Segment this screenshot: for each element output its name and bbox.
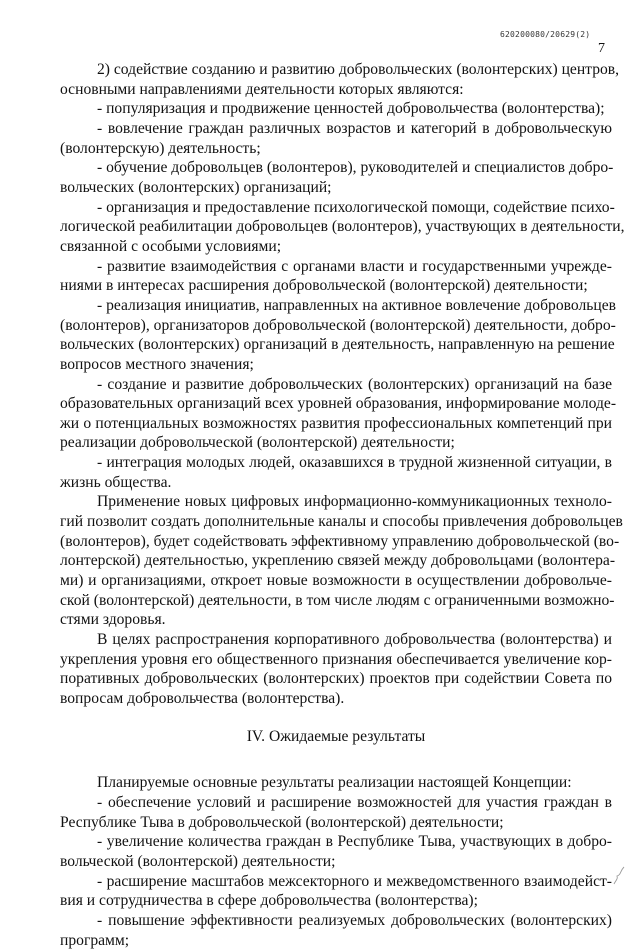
text-line: Планируемые основные результаты реализации настоящей Концепции:: [97, 774, 572, 792]
text-line: 2) содействие созданию и развитию добровольческих (волонтерских) центров,: [97, 61, 620, 78]
text-line: В целях распространения корпоративного добровольчества (волонтерства) и: [97, 631, 612, 649]
text-block-after-heading: [60, 773, 612, 950]
text-line: Применение новых цифровых информационно-коммуникационных техноло-: [97, 493, 612, 511]
text-line: реализации добровольческой (волонтерской) деятельности;: [60, 434, 455, 452]
text-line: - расширение масштабов межсекторного и межведомственного взаимодейст-: [97, 872, 612, 890]
text-line: - обеспечение условий и расширение возможностей для участия граждан в: [97, 793, 612, 811]
text-line: - реализация инициатив, направленных на активное вовлечение добровольцев: [97, 296, 616, 314]
text-line: ской (волонтерской) деятельности, в том числе людям с ограниченными возможно-: [60, 591, 615, 609]
text-line: жи о потенциальных возможностях развития профессиональных компетенций при: [60, 414, 612, 432]
text-line: вопросов местного значения;: [60, 355, 254, 373]
section-heading: IV. Ожидаемые результаты: [246, 727, 426, 745]
document-body: [60, 60, 625, 950]
text-line: - вовлечение граждан различных возрастов и категорий в добровольческую: [97, 119, 612, 137]
text-line: основными направлениями деятельности которых являются:: [60, 80, 464, 98]
text-line: поративных добровольческих (волонтерских) проектов при содействии Совета по: [60, 670, 612, 688]
text-line: - организация и предоставление психологической помощи, содействие психо-: [97, 198, 615, 216]
text-line: программ;: [60, 931, 130, 949]
text-line: стями здоровья.: [60, 611, 166, 629]
document-id: 620200080/20629(2): [500, 30, 591, 39]
text-line: укрепления уровня его общественного признания обеспечивается увеличение кор-: [60, 650, 612, 668]
text-line: - интеграция молодых людей, оказавшихся в трудной жизненной ситуации, в: [97, 454, 612, 472]
text-line: вия и сотрудничества в сфере добровольчества (волонтерства);: [60, 892, 478, 910]
text-line: ниями в интересах расширения добровольческой (волонтерской) деятельности;: [60, 277, 588, 295]
text-line: - популяризация и продвижение ценностей добровольчества (волонтерства);: [97, 100, 605, 118]
text-block-before-heading: [60, 60, 625, 709]
text-line: - создание и развитие добровольческих (волонтерских) организаций на базе: [97, 375, 612, 393]
text-line: лонтерской) деятельностью, укреплению связей между добровольцами (волонтера-: [60, 552, 616, 570]
text-line: связанной с особыми условиями;: [60, 237, 282, 255]
text-line: (волонтеров), организаторов добровольческой (волонтерской) деятельности, добро-: [60, 316, 616, 334]
text-line: вопросам добровольчества (волонтерства).: [60, 690, 345, 707]
text-line: (волонтерскую) деятельность;: [60, 139, 261, 157]
scribble-mark: [612, 864, 626, 886]
text-line: вольческих (волонтерских) организаций в деятельность, направленную на решение: [60, 336, 615, 354]
text-line: логической реабилитации добровольцев (волонтеров), участвующих в деятельности,: [60, 218, 625, 236]
text-line: жизнь общества.: [60, 473, 172, 491]
text-line: - повышение эффективности реализуемых добровольческих (волонтерских): [97, 911, 612, 929]
text-line: образовательных организаций всех уровней образования, информирование молоде-: [60, 395, 617, 413]
text-line: ми) и организациями, откроет новые возможности в осуществлении добровольче-: [60, 572, 612, 590]
text-line: - увеличение количества граждан в Республике Тыва, участвующих в добро-: [97, 833, 612, 851]
text-line: - обучение добровольцев (волонтеров), руководителей и специалистов добро-: [97, 159, 614, 177]
text-line: Республике Тыва в добровольческой (волонтерской) деятельности;: [60, 813, 504, 831]
text-line: гий позволит создать дополнительные каналы и способы привлечения добровольцев: [60, 513, 623, 531]
text-line: вольческих (волонтерских) организаций;: [60, 178, 332, 196]
text-line: (волонтеров), будет содействовать эффективному управлению добровольческой (во-: [60, 532, 620, 550]
text-line: вольческой (волонтерской) деятельности;: [60, 852, 336, 870]
page-number: 7: [598, 41, 605, 56]
text-line: - развитие взаимодействия с органами власти и государственными учрежде-: [97, 257, 612, 275]
